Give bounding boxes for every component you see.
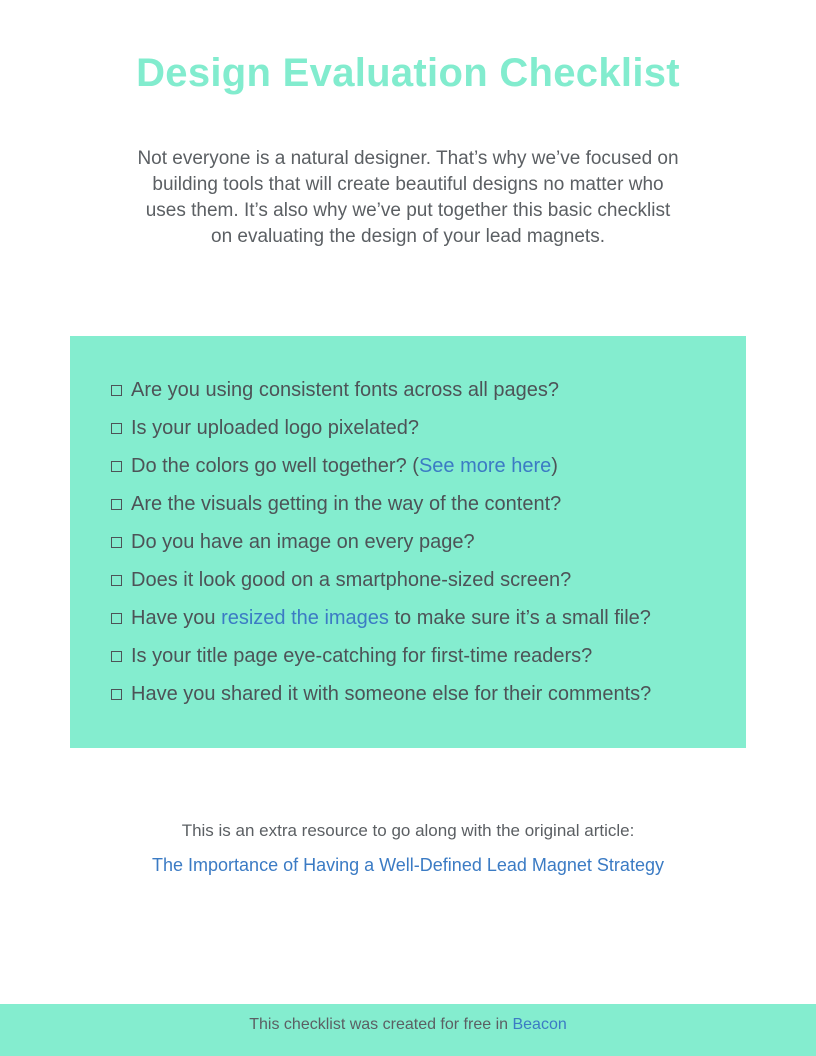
checklist (111, 375, 741, 717)
checklist-item-smartphone (111, 565, 741, 603)
checklist-item-text: Are you using consistent fonts across all pages? (131, 379, 560, 401)
checklist-item-text: Is your uploaded logo pixelated? (131, 417, 419, 439)
intro-paragraph: Not everyone is a natural designer. That’s why we’ve focused on building tools that will create beautiful designs no matter who uses them. It’s also why we’ve put together this basic checklist on evaluating the design of your lead magnets. (137, 148, 679, 247)
checklist-item-text: Does it look good on a smartphone-sized screen? (131, 569, 572, 591)
checklist-item-text: Have you (131, 607, 222, 629)
checklist-item-colors (111, 451, 741, 489)
checklist-item-text-suffix: ) (551, 455, 558, 477)
checklist-item-resize (111, 603, 741, 641)
checklist-item-shared (111, 679, 741, 717)
checkbox-icon[interactable] (111, 461, 122, 472)
footer-credit: This checklist was created for free in (249, 1016, 513, 1033)
checkbox-icon[interactable] (111, 385, 122, 396)
checkbox-icon[interactable] (111, 689, 122, 700)
checkbox-icon[interactable] (111, 575, 122, 586)
checklist-item-visuals (111, 489, 741, 527)
resource-paragraph (0, 852, 816, 878)
checklist-item-text-suffix: to make sure it’s a small file? (388, 607, 651, 629)
checklist-item-text: Is your title page eye-catching for first-time readers? (131, 645, 593, 667)
checklist-item-text: Do the colors go well together? ( (131, 455, 419, 477)
checklist-item-image (111, 527, 741, 565)
see-more-link[interactable]: See more here (418, 455, 552, 477)
article-link[interactable]: The Importance of Having a Well-Defined Lead Magnet Strategy (152, 855, 664, 875)
checkbox-icon[interactable] (111, 537, 122, 548)
beacon-link[interactable]: Beacon (512, 1016, 567, 1033)
checklist-item-text: Are the visuals getting in the way of the content? (131, 493, 562, 515)
footer-bar (0, 1004, 816, 1056)
checklist-item-title-page (111, 641, 741, 679)
resized-images-link[interactable]: resized the images (221, 607, 389, 629)
checklist-item-text: Do you have an image on every page? (131, 531, 475, 553)
resource-text: This is an extra resource to go along with the original article: (181, 821, 635, 840)
checklist-panel (70, 336, 746, 748)
checklist-item-logo (111, 413, 741, 451)
checkbox-icon[interactable] (111, 499, 122, 510)
checkbox-icon[interactable] (111, 613, 122, 624)
checklist-item-fonts (111, 375, 741, 413)
checkbox-icon[interactable] (111, 423, 122, 434)
checkbox-icon[interactable] (111, 651, 122, 662)
checklist-item-text: Have you shared it with someone else for their comments? (131, 683, 652, 705)
page-title: Design Evaluation Checklist (136, 51, 680, 95)
footer-text (0, 1014, 816, 1036)
